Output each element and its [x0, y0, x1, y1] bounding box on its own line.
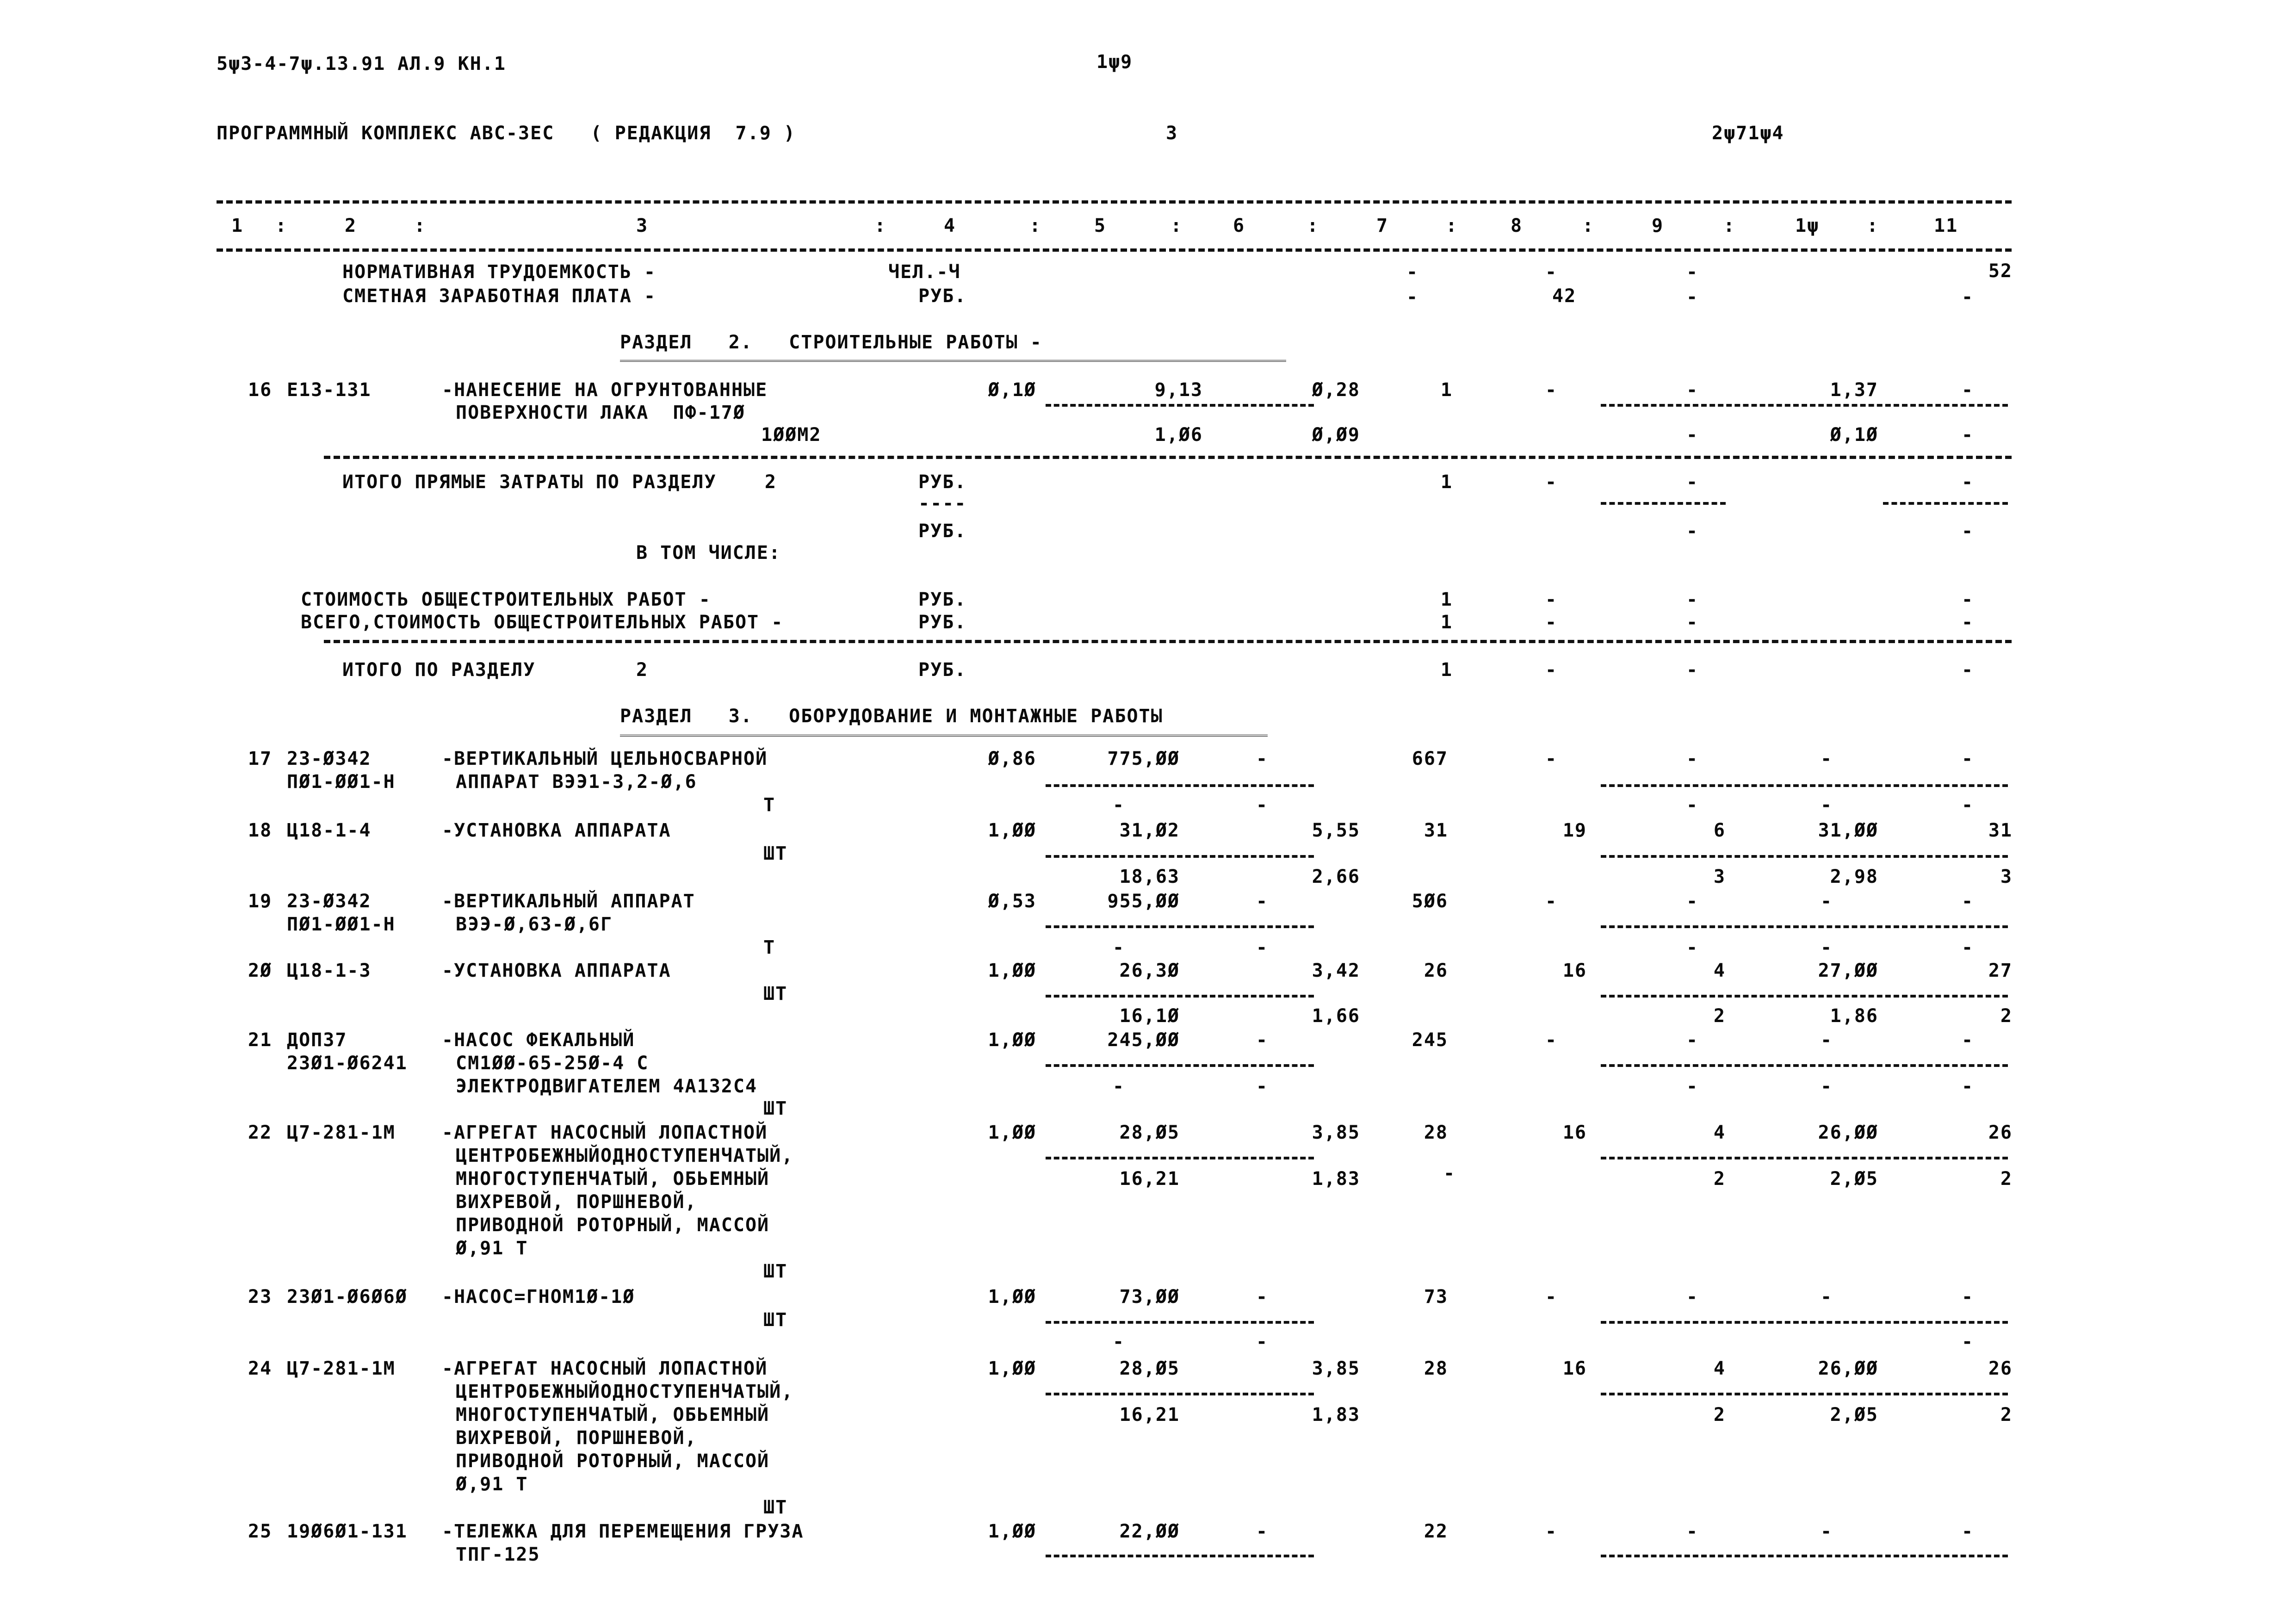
sub-rule [1601, 995, 2008, 998]
row-c8: 16 [1562, 1122, 1587, 1143]
row-c8: - [1545, 1286, 1558, 1308]
row-code: 23Ø1-Ø6Ø6Ø [287, 1286, 408, 1308]
sub-rule [1046, 784, 1314, 787]
row-c10: - [1821, 748, 1833, 769]
col-header: 2 [345, 215, 357, 236]
row-sub-c9: - [1686, 1076, 1699, 1097]
program-title: ПРОГРАММНЫЙ КОМПЛЕКС АВС-3ЕС ( РЕДАКЦИЯ 7.9 ) [217, 123, 796, 144]
row-c5: 245,ØØ [1107, 1029, 1180, 1051]
row-c5: 73,ØØ [1119, 1286, 1180, 1308]
row-name: ЭЛЕКТРОДВИГАТЕЛЕМ 4А132С4 [456, 1076, 758, 1097]
row-name: АППАРАТ ВЭЭ1-3,2-Ø,6 [456, 771, 697, 793]
row-c7: 73 [1424, 1286, 1448, 1308]
total-direct-unit-2: РУБ. [918, 521, 967, 542]
row-name: ТПГ-125 [456, 1544, 540, 1565]
wage-label: СМЕТНАЯ ЗАРАБОТНАЯ ПЛАТА - [342, 285, 657, 307]
row-sub-c5: - [1113, 1076, 1125, 1097]
row-c6: - [1256, 1521, 1269, 1542]
wage-c11: - [1962, 286, 1974, 308]
labor-label: НОРМАТИВНАЯ ТРУДОЕМКОСТЬ - [342, 261, 657, 283]
sub-rule [1601, 404, 2008, 407]
section-total-c11: - [1962, 659, 1974, 681]
row-code: 19Ø6Ø1-131 [287, 1521, 408, 1542]
row-sub-c5: 16,1Ø [1119, 1005, 1180, 1027]
general-total-unit: РУБ. [918, 612, 967, 633]
sub-rule [1046, 855, 1314, 858]
row-c6: - [1256, 1029, 1269, 1051]
total-direct-c11b: - [1962, 521, 1974, 542]
section-2-title: РАЗДЕЛ 2. СТРОИТЕЛЬНЫЕ РАБОТЫ - [620, 332, 1042, 353]
sub-rule [1601, 925, 2008, 928]
row-name: -НАСОС=ГНОМ1Ø-1Ø [442, 1286, 635, 1308]
row-c10: 26,ØØ [1818, 1122, 1878, 1143]
labor-c8: - [1545, 261, 1558, 283]
row-name: -УСТАНОВКА АППАРАТА [442, 960, 671, 981]
row-c9: - [1686, 891, 1699, 912]
col-sep: : [1171, 215, 1183, 236]
total-direct-sep: ---- [918, 493, 967, 514]
col-sep: : [874, 215, 887, 236]
row-sub-c9: 3 [1713, 866, 1726, 887]
row-code: ПØ1-ØØ1-Н [287, 771, 396, 793]
row-qty: 1,ØØ [988, 1122, 1036, 1143]
row-name: Ø,91 Т [456, 1238, 528, 1259]
row-c5: 9,13 [1154, 379, 1203, 401]
total-direct-c11: - [1962, 471, 1974, 493]
col-sep: : [1582, 215, 1595, 236]
row-c8: - [1545, 748, 1558, 769]
general-cost-label: СТОИМОСТЬ ОБЩЕСТРОИТЕЛЬНЫХ РАБОТ - [301, 589, 711, 610]
sub-rule [1601, 1393, 2008, 1395]
row-number: 17 [248, 748, 273, 769]
row-c11: - [1962, 379, 1974, 401]
including-label: В ТОМ ЧИСЛЕ: [636, 542, 781, 564]
row-c11: 26 [1988, 1122, 2013, 1143]
row-sub-c5: 16,21 [1119, 1404, 1180, 1426]
row-c9: - [1686, 748, 1699, 769]
row-sub-c9: 2 [1713, 1168, 1726, 1190]
document-code: 5ψ3-4-7ψ.13.91 АЛ.9 КН.1 [217, 53, 506, 74]
row-unit: Т [763, 794, 776, 816]
total-direct-c9b: - [1686, 521, 1699, 542]
row-sub-c11: - [1962, 1331, 1974, 1352]
row-name: -АГРЕГАТ НАСОСНЫЙ ЛОПАСТНОЙ [442, 1358, 768, 1379]
row-c8: 16 [1562, 1358, 1587, 1379]
row-sub-c11: 3 [2000, 866, 2013, 887]
sub-rule [1046, 1393, 1314, 1395]
row-sub-c10: - [1821, 937, 1833, 958]
sub-rule [1883, 502, 2008, 505]
sub-rule [1601, 1157, 2008, 1159]
row-sub-c10: 2,98 [1830, 866, 1878, 887]
row-sub-c11: - [1962, 794, 1974, 816]
row-name: МНОГОСТУПЕНЧАТЫЙ, ОБЬЕМНЫЙ [456, 1404, 770, 1426]
row-qty: 1,ØØ [988, 1521, 1036, 1542]
wage-c7: - [1406, 286, 1419, 308]
row-name: -ВЕРТИКАЛЬНЫЙ АППАРАТ [442, 891, 695, 912]
labor-c11: 52 [1988, 260, 2013, 282]
sub-rule [1046, 1064, 1314, 1067]
sub-rule [1601, 1555, 2008, 1557]
row-c8: - [1545, 379, 1558, 401]
rule [324, 640, 2012, 643]
row-unit: ШТ [763, 1497, 788, 1518]
row-unit: ШТ [763, 1309, 788, 1331]
row-name: СМ1ØØ-65-25Ø-4 С [456, 1053, 649, 1074]
row-number: 18 [248, 820, 273, 841]
sub-rule [1046, 1157, 1314, 1159]
row-qty: Ø,86 [988, 748, 1036, 769]
col-header: 1ψ [1795, 215, 1820, 236]
total-direct-label: ИТОГО ПРЯМЫЕ ЗАТРАТЫ ПО РАЗДЕЛУ 2 [342, 471, 777, 493]
row-c6: Ø,28 [1312, 379, 1360, 401]
row-number: 16 [248, 379, 273, 401]
row-c10: 1,37 [1830, 379, 1878, 401]
row-c11: - [1962, 1521, 1974, 1542]
row-code: ДОП37 [287, 1029, 347, 1051]
sheet-number: 3 [1166, 123, 1178, 144]
row-sub-c5: 16,21 [1119, 1168, 1180, 1190]
row-sub-c11: - [1962, 1076, 1974, 1097]
col-header: 6 [1233, 215, 1245, 236]
row-c6: - [1256, 1286, 1269, 1308]
total-direct-c8: - [1545, 471, 1558, 493]
row-sub-c9: - [1686, 937, 1699, 958]
row-c7: 26 [1424, 960, 1448, 981]
row-name: ПРИВОДНОЙ РОТОРНЫЙ, МАССОЙ [456, 1450, 770, 1472]
row-c5: 955,ØØ [1107, 891, 1180, 912]
row-qty: 1,ØØ [988, 1029, 1036, 1051]
row-c11: - [1962, 1286, 1974, 1308]
sub-rule [1601, 1321, 2008, 1324]
row-unit: 1ØØМ2 [761, 424, 822, 446]
row-sub-c6: - [1256, 1076, 1269, 1097]
row-sub-c10: 1,86 [1830, 1005, 1878, 1027]
row-c9: 6 [1713, 820, 1726, 841]
labor-unit: ЧЕЛ.-Ч [888, 261, 961, 283]
row-sub-c6: Ø,Ø9 [1312, 424, 1360, 446]
row-code: Ц18-1-4 [287, 820, 372, 841]
row-c7: 28 [1424, 1122, 1448, 1143]
row-c7: 22 [1424, 1521, 1448, 1542]
row-c7: 1 [1440, 379, 1453, 401]
row-sub-c6: - [1256, 937, 1269, 958]
row-sub-c6: - [1256, 1331, 1269, 1352]
col-sep: : [414, 215, 427, 236]
row-c6: - [1256, 891, 1269, 912]
general-total-c9: - [1686, 612, 1699, 633]
section-2-underline [620, 360, 1286, 362]
row-c11: - [1962, 891, 1974, 912]
row-c10: 31,ØØ [1818, 820, 1878, 841]
row-sub-c11: 2 [2000, 1404, 2013, 1426]
row-c9: - [1686, 1521, 1699, 1542]
document-id: 2ψ71ψ4 [1712, 123, 1784, 144]
row-sub-c11: - [1962, 937, 1974, 958]
row-code: Ц7-281-1М [287, 1358, 396, 1379]
row-sub-c7: - [1443, 1163, 1456, 1184]
row-c9: 4 [1713, 960, 1726, 981]
row-name: ЦЕНТРОБЕЖНЫЙОДНОСТУПЕНЧАТЫЙ, [456, 1381, 794, 1402]
row-sub-c10: 2,Ø5 [1830, 1168, 1878, 1190]
row-c6: 3,42 [1312, 960, 1360, 981]
row-name: ВИХРЕВОЙ, ПОРШНЕВОЙ, [456, 1191, 697, 1213]
row-c6: 5,55 [1312, 820, 1360, 841]
row-code: ПØ1-ØØ1-Н [287, 914, 396, 935]
row-sub-c6: - [1256, 794, 1269, 816]
row-name: ПОВЕРХНОСТИ ЛАКА ПФ-17Ø [456, 402, 745, 423]
row-sub-c10: - [1821, 794, 1833, 816]
row-c8: - [1545, 891, 1558, 912]
section-total-num: 2 [636, 659, 649, 681]
row-sub-c10: Ø,1Ø [1830, 424, 1878, 446]
row-sub-c5: - [1113, 1331, 1125, 1352]
row-code: Ц7-281-1М [287, 1122, 396, 1143]
row-unit: ШТ [763, 843, 788, 864]
row-c11: 27 [1988, 960, 2013, 981]
wage-c9: - [1686, 286, 1699, 308]
row-number: 25 [248, 1521, 273, 1542]
row-c9: - [1686, 1286, 1699, 1308]
sub-rule [1046, 404, 1314, 407]
row-sub-c10: - [1821, 1076, 1833, 1097]
sub-rule [1046, 1555, 1314, 1557]
row-name: ЦЕНТРОБЕЖНЫЙОДНОСТУПЕНЧАТЫЙ, [456, 1145, 794, 1166]
row-name: -АГРЕГАТ НАСОСНЫЙ ЛОПАСТНОЙ [442, 1122, 768, 1143]
col-sep: : [1029, 215, 1042, 236]
row-code: 23-Ø342 [287, 891, 372, 912]
row-sub-c11: - [1962, 424, 1974, 446]
row-c6: - [1256, 748, 1269, 769]
row-sub-c6: 1,66 [1312, 1005, 1360, 1027]
labor-c9: - [1686, 261, 1699, 283]
row-c10: 27,ØØ [1818, 960, 1878, 981]
row-unit: ШТ [763, 983, 788, 1004]
total-direct-c9: - [1686, 471, 1699, 493]
row-sub-c9: 2 [1713, 1005, 1726, 1027]
col-header: 11 [1934, 215, 1958, 236]
row-c8: - [1545, 1029, 1558, 1051]
section-3-underline [620, 735, 1268, 737]
sub-rule [1046, 1321, 1314, 1324]
col-sep: : [1723, 215, 1736, 236]
row-code: Е13-131 [287, 379, 372, 401]
col-header: 8 [1511, 215, 1523, 236]
row-c5: 26,3Ø [1119, 960, 1180, 981]
section-total-c7: 1 [1440, 659, 1453, 681]
row-name: Ø,91 Т [456, 1474, 528, 1495]
row-number: 24 [248, 1358, 273, 1379]
row-c8: 16 [1562, 960, 1587, 981]
sub-rule [1601, 855, 2008, 858]
row-c7: 5Ø6 [1412, 891, 1448, 912]
row-c9: 4 [1713, 1122, 1726, 1143]
sub-rule [1046, 995, 1314, 998]
general-cost-c7: 1 [1440, 589, 1453, 610]
row-unit: Т [763, 937, 776, 958]
row-unit: ШТ [763, 1261, 788, 1282]
row-c7: 245 [1412, 1029, 1448, 1051]
row-c6: 3,85 [1312, 1122, 1360, 1143]
row-name: -ТЕЛЕЖКА ДЛЯ ПЕРЕМЕЩЕНИЯ ГРУЗА [442, 1521, 804, 1542]
col-header: 7 [1376, 215, 1389, 236]
row-name: ПРИВОДНОЙ РОТОРНЫЙ, МАССОЙ [456, 1215, 770, 1236]
row-sub-c5: 18,63 [1119, 866, 1180, 887]
row-sub-c11: 2 [2000, 1005, 2013, 1027]
row-qty: Ø,1Ø [988, 379, 1036, 401]
row-c9: - [1686, 1029, 1699, 1051]
col-header: 9 [1652, 215, 1664, 236]
row-name: МНОГОСТУПЕНЧАТЫЙ, ОБЬЕМНЫЙ [456, 1168, 770, 1190]
row-c11: - [1962, 748, 1974, 769]
row-c5: 22,ØØ [1119, 1521, 1180, 1542]
row-qty: 1,ØØ [988, 1286, 1036, 1308]
row-sub-c5: - [1113, 794, 1125, 816]
row-c8: - [1545, 1521, 1558, 1542]
row-c5: 31,Ø2 [1119, 820, 1180, 841]
page-number: 1ψ9 [1096, 51, 1133, 73]
rule [324, 456, 2012, 459]
row-c10: - [1821, 1286, 1833, 1308]
section-total-c9: - [1686, 659, 1699, 681]
general-total-c8: - [1545, 612, 1558, 633]
sub-rule [1046, 925, 1314, 928]
general-total-c7: 1 [1440, 612, 1453, 633]
col-sep: : [275, 215, 288, 236]
row-sub-c9: - [1686, 794, 1699, 816]
sub-rule [1601, 784, 2008, 787]
row-number: 23 [248, 1286, 273, 1308]
header-bottom-rule [217, 248, 2012, 252]
row-c5: 775,ØØ [1107, 748, 1180, 769]
row-c10: - [1821, 1029, 1833, 1051]
row-number: 2Ø [248, 960, 273, 981]
row-c9: 4 [1713, 1358, 1726, 1379]
row-unit: ШТ [763, 1098, 788, 1119]
general-cost-unit: РУБ. [918, 589, 967, 610]
row-c9: - [1686, 379, 1699, 401]
section-total-unit: РУБ. [918, 659, 967, 681]
row-name: -УСТАНОВКА АППАРАТА [442, 820, 671, 841]
sub-rule [1601, 502, 1726, 505]
row-code: Ц18-1-3 [287, 960, 372, 981]
row-name: -ВЕРТИКАЛЬНЫЙ ЦЕЛЬНОСВАРНОЙ [442, 748, 768, 769]
col-header: 5 [1094, 215, 1107, 236]
row-sub-c6: 1,83 [1312, 1168, 1360, 1190]
row-sub-c9: 2 [1713, 1404, 1726, 1426]
row-c7: 28 [1424, 1358, 1448, 1379]
total-direct-unit: РУБ. [918, 471, 967, 493]
section-total-label: ИТОГО ПО РАЗДЕЛУ [342, 659, 536, 681]
wage-unit: РУБ. [918, 285, 967, 307]
row-qty: 1,ØØ [988, 1358, 1036, 1379]
row-c10: - [1821, 1521, 1833, 1542]
col-sep: : [1446, 215, 1458, 236]
row-c7: 667 [1412, 748, 1448, 769]
col-header: 4 [944, 215, 956, 236]
general-cost-c11: - [1962, 589, 1974, 610]
row-qty: 1,ØØ [988, 820, 1036, 841]
row-sub-c5: - [1113, 937, 1125, 958]
general-total-c11: - [1962, 612, 1974, 633]
table-top-rule [217, 200, 2012, 204]
row-sub-c11: 2 [2000, 1168, 2013, 1190]
row-sub-c6: 2,66 [1312, 866, 1360, 887]
general-total-label: ВСЕГО,СТОИМОСТЬ ОБЩЕСТРОИТЕЛЬНЫХ РАБОТ - [301, 612, 784, 633]
labor-c7: - [1406, 261, 1419, 283]
general-cost-c9: - [1686, 589, 1699, 610]
row-c11: - [1962, 1029, 1974, 1051]
col-header: 3 [636, 215, 649, 236]
row-name: -НАСОС ФЕКАЛЬНЫЙ [442, 1029, 635, 1051]
row-number: 19 [248, 891, 273, 912]
row-sub-c5: 1,Ø6 [1154, 424, 1203, 446]
row-c11: 31 [1988, 820, 2013, 841]
row-name: ВИХРЕВОЙ, ПОРШНЕВОЙ, [456, 1427, 697, 1449]
row-sub-c9: - [1686, 424, 1699, 446]
row-c5: 28,Ø5 [1119, 1358, 1180, 1379]
row-c6: 3,85 [1312, 1358, 1360, 1379]
row-sub-c6: 1,83 [1312, 1404, 1360, 1426]
row-qty: Ø,53 [988, 891, 1036, 912]
row-number: 21 [248, 1029, 273, 1051]
row-c7: 31 [1424, 820, 1448, 841]
col-header: 1 [231, 215, 244, 236]
row-code: 23Ø1-Ø6241 [287, 1053, 408, 1074]
row-sub-c10: 2,Ø5 [1830, 1404, 1878, 1426]
wage-c8: 42 [1552, 285, 1577, 307]
sub-rule [1601, 1064, 2008, 1067]
row-qty: 1,ØØ [988, 960, 1036, 981]
section-total-c8: - [1545, 659, 1558, 681]
col-sep: : [1307, 215, 1319, 236]
row-code: 23-Ø342 [287, 748, 372, 769]
row-c10: - [1821, 891, 1833, 912]
row-c10: 26,ØØ [1818, 1358, 1878, 1379]
general-cost-c8: - [1545, 589, 1558, 610]
row-c11: 26 [1988, 1358, 2013, 1379]
row-c8: 19 [1562, 820, 1587, 841]
col-sep: : [1867, 215, 1879, 236]
row-name: -НАНЕСЕНИЕ НА ОГРУНТОВАННЫЕ [442, 379, 768, 401]
row-name: ВЭЭ-Ø,63-Ø,6Г [456, 914, 613, 935]
section-3-title: РАЗДЕЛ 3. ОБОРУДОВАНИЕ И МОНТАЖНЫЕ РАБОТЫ [620, 706, 1163, 727]
row-number: 22 [248, 1122, 273, 1143]
row-c5: 28,Ø5 [1119, 1122, 1180, 1143]
total-direct-c7: 1 [1440, 471, 1453, 493]
